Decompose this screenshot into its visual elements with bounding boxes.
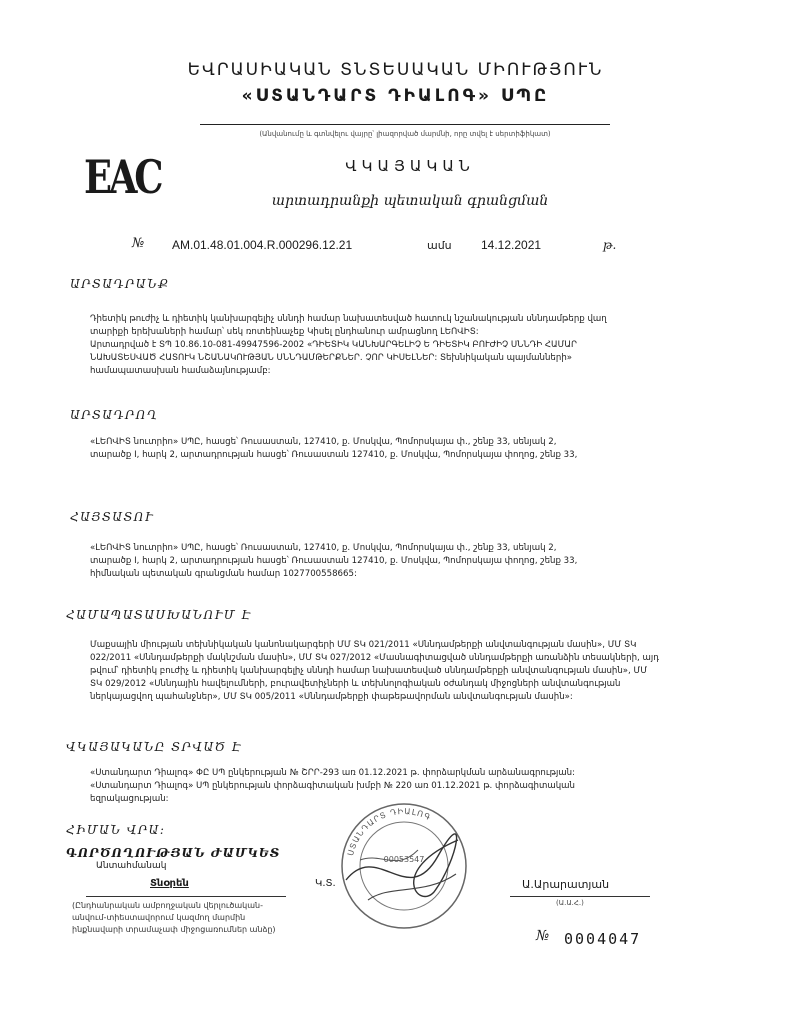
authority-note-line: անվում-տիեստավորում կազմող մարմին <box>72 913 246 922</box>
basis-line: «Ստանդարտ Դիալոգ» ՍՊ ընկերության փորձագիտական խմբի № 220 առ 01.12.2021 թ. փորձագիտական <box>90 781 575 791</box>
compliance-line: ներկայացվող պահանջներ», ՄՄ ՏԿ 005/2011 «Սննդամթերքի փաթեթավորման անվտանգության մասին»: <box>90 692 573 702</box>
serial-label: № <box>536 928 550 944</box>
stamp-text: ՍՏԱՆԴԱՐՏ ԴԻԱԼՈԳ <box>346 806 433 857</box>
number-label: № <box>132 236 145 251</box>
manufacturer-line: «ԼԵՈՎԻՏ նուտրիո» ՍՊԸ, հասցե՝ Ռուսաստան, 127410, ք. Մոսկվա, Պոմորսկայա փ., շենք 33, սենյակ 2, <box>90 437 557 447</box>
date-label: ամս <box>427 239 452 252</box>
authority-note-line: ինքնավարի տրամաչափ միջոցառումներ անձը) <box>72 925 276 934</box>
issuer-note: (Անվանումը և գտնվելու վայրը՝ լիազորված մարմնի, որը տվել է սերտիֆիկատ) <box>259 130 551 138</box>
manufacturer-line: տարածք I, հարկ 2, արտադրության հասցե՝ Ռուսաստան 127410, ք. Մոսկվա, Պոմորսկայա փողոց, շենք 33, <box>90 450 578 460</box>
applicant-heading: ՀԱՅՏԱՏՈՒ <box>70 510 154 524</box>
document-subtitle: արտադրանքի պետական գրանցման <box>271 193 549 209</box>
signer-note: (Ա.Ա.Հ.) <box>556 899 584 907</box>
compliance-line: ՏԿ 029/2012 «Սննդային հավելումների, բուրավետիչների և տեխնոլոգիական օժանդակ միջոցների անվտանգության <box>90 679 621 689</box>
basis-heading: ՎԿԱՅԱԿԱՆԸ ՏՐՎԱԾ Է <box>66 740 243 754</box>
authority-note-line: (Ընդհանրական ամբողջական վերլուծական- <box>72 901 263 910</box>
compliance-line: 022/2011 «Սննդամթերքի մակնշման մասին», ՄՄ ՏԿ 027/2012 «Մասնագիտացված սննդամթերքի առանձին տեսակների, այդ <box>90 653 659 663</box>
product-heading: ԱՐՏԱԴՐԱՆՔ <box>70 277 170 291</box>
compliance-line: թվում՝ դիետիկ բուժիչ և դիետիկ կանխարգելիչ սննդի համար նախատեսված սննդամթերքի անվտանգության մասին», ՄՄ <box>90 666 648 676</box>
manufacturer-heading: ԱՐՏԱԴՐՈՂ <box>70 408 159 422</box>
authority-role: ԳՈՐԾՈՂՈՒԹՅԱՆ ԺԱՄԿԵՏ <box>66 846 281 860</box>
applicant-text <box>90 542 730 581</box>
applicant-line: «ԼԵՈՎԻՏ նուտրիո» ՍՊԸ, հասցե՝ Ռուսաստան, 127410, ք. Մոսկվա, Պոմորսկայա փ., շենք 33, սենյակ 2, <box>90 543 557 553</box>
issuer-name: «ՍՏԱՆԴԱՐՏ ԴԻԱԼՈԳ» ՍՊԸ <box>241 86 550 106</box>
header-rule <box>200 124 610 125</box>
director-label: Տնօրեն <box>150 878 189 889</box>
year-label: թ. <box>603 238 617 252</box>
product-line: Արտադրված է ՏՊ 10.86.10-081-49947596-2002 «ԴԻԵՏԻԿ ԿԱՆԽԱՐԳԵԼԻՉ Ե ԴԻԵՏԻԿ ԲՈՒԺԻՉ ՍՆՆԴԻ ՀԱՄԱՐ <box>90 340 577 350</box>
basis-line: «Ստանդարտ Դիալոգ» ՓԸ ՍՊ ընկերության № ՇՐՐ-293 առ 01.12.2021 թ. փորձարկման արձանագրության: <box>90 768 575 778</box>
svg-text:ՍՏԱՆԴԱՐՏ ԴԻԱԼՈԳ <box>346 807 432 857</box>
stamp-number: 00053547 <box>383 855 425 864</box>
signer-name: Ա.Արարատյան <box>522 878 610 891</box>
seal-label: Կ.Տ. <box>315 878 336 889</box>
compliance-heading: ՀԱՄԱՊԱՏԱՍԽԱՆՈՒՄ Է <box>66 608 252 622</box>
product-line: Դիետիկ թուժիչ և դիետիկ կանխարգելիչ սննդի համար նախատեսված հատուկ նշանակության սննդամթերք վաղ <box>90 314 607 324</box>
basis-line: եզրակացության: <box>90 794 169 804</box>
authority-note <box>72 900 276 936</box>
issue-date: 14.12.2021 <box>481 238 542 252</box>
compliance-line: Մաքսային միության տեխնիկական կանոնակարգերի ՄՄ ՏԿ 021/2011 «Սննդամթերքի անվտանգության մասին», ՄՄ ՏԿ <box>90 640 637 650</box>
product-line: տարիքի երեխաների համար՝ սեկ ռոտեինաչեք Կիսել ընդհանուր ամրացնող ԼԵՈՎԻՏ: <box>90 327 479 337</box>
applicant-line: տարածք I, հարկ 2, արտադրության հասցե՝ Ռուսաստան 127410, ք. Մոսկվա, Պոմորսկայա փողոց, շենք 33, <box>90 556 578 566</box>
authority-role-sub: Անտահմանակ <box>96 861 167 871</box>
eac-logo: EAC <box>84 150 161 204</box>
registration-number: AM.01.48.01.004.R.000296.12.21 <box>172 238 353 252</box>
signature-label: ՀԻՄԱՆ ՎՐԱ: <box>66 823 166 837</box>
document-title: ՎԿԱՅԱԿԱՆ <box>345 157 475 175</box>
product-text <box>90 313 730 378</box>
signer-line <box>510 896 650 897</box>
product-line: համապատասխան համաձայնությամբ: <box>90 366 271 376</box>
official-stamp <box>338 800 470 932</box>
union-name: ԵՎՐԱՍԻԱԿԱՆ ՏՆՏԵՍԱԿԱՆ ՄԻՈՒԹՅՈՒՆ <box>187 60 604 80</box>
compliance-text <box>90 639 730 704</box>
director-line <box>86 896 286 897</box>
product-line: ՆԱԽԱՏԵՍՎԱԾ ՀԱՏՈՒԿ ՆՇԱՆԱԿՈՒԹՅԱՆ ՍՆՆԴԱՄԹԵՐՔՆԵՐ. ՉՈՐ ԿԻՍԵԼՆԵՐ: Տեխնիկական պայմանների» <box>90 353 573 363</box>
manufacturer-text <box>90 436 730 462</box>
applicant-line: հիմնական պետական գրանցման համար 1027700558665: <box>90 569 357 579</box>
serial-number: 0004047 <box>564 930 642 948</box>
